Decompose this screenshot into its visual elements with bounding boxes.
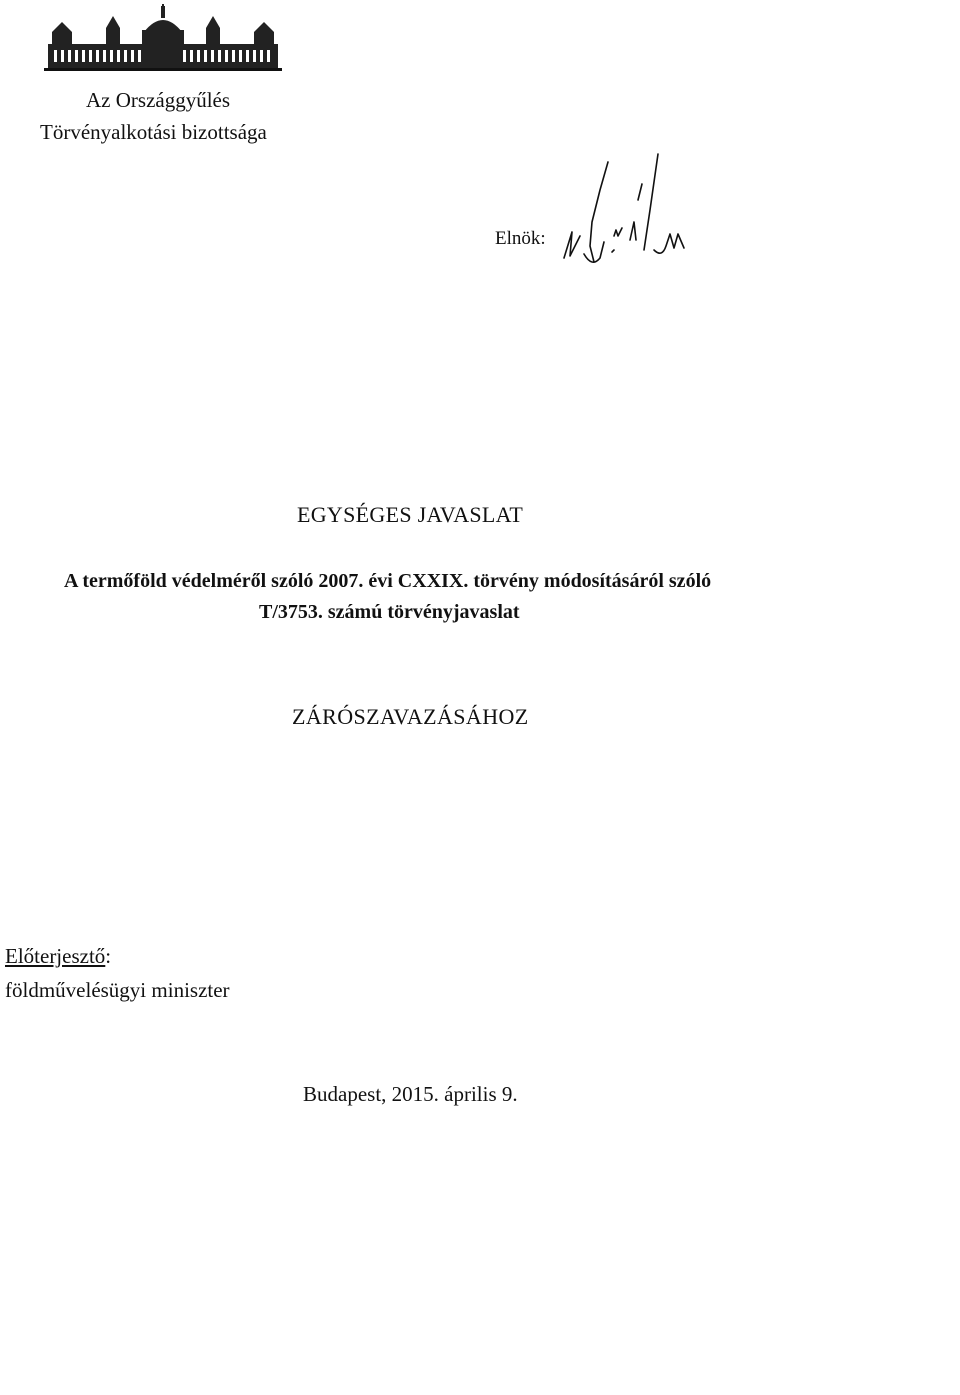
- document-subject: [64, 566, 711, 628]
- subject-line: A termőföld védelméről szóló 2007. évi CXXIX. törvény módosításáról szóló: [64, 570, 712, 592]
- subject-line: T/3753. számú törvényjavaslat: [259, 601, 520, 623]
- presenter-label: [5, 944, 111, 969]
- place-and-date: Budapest, 2015. április 9.: [303, 1082, 518, 1106]
- presenter-label-colon: :: [105, 944, 112, 968]
- committee-name: Törvényalkotási bizottsága: [40, 120, 267, 144]
- document-purpose: ZÁRÓSZAVAZÁSÁHOZ: [292, 704, 529, 729]
- parliament-building-icon: [44, 4, 282, 74]
- document-type: EGYSÉGES JAVASLAT: [297, 502, 524, 527]
- presenter-label-text: Előterjesztő: [5, 944, 106, 968]
- chair-label: Elnök:: [495, 228, 546, 249]
- presenter-name: földművelésügyi miniszter: [5, 978, 230, 1002]
- organization-name: Az Országgyűlés: [86, 88, 231, 112]
- chair-signature: [558, 150, 718, 270]
